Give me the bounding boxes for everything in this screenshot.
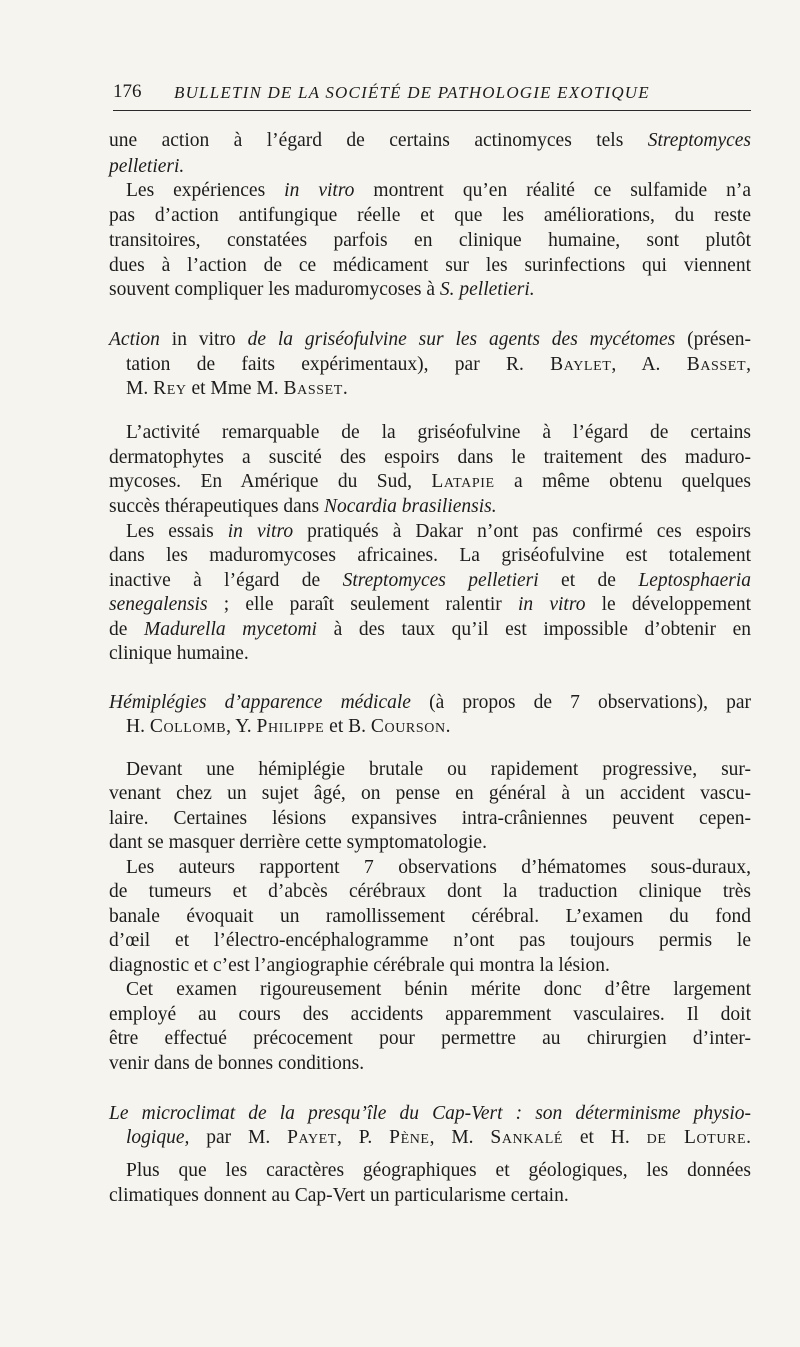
text-line: L’activité remarquable de la griséofulvine à l’égard de certains (126, 422, 751, 443)
text-line: Plus que les caractères géographiques et géologiques, les données (126, 1160, 751, 1181)
text-line: d’œil et l’électro-encéphalogramme n’ont pas toujours permis le (109, 930, 751, 951)
text-line: mycoses. En Amérique du Sud, Latapie a même obtenu quelques (109, 471, 751, 492)
page-header (113, 80, 751, 111)
text-line: pelletieri. (109, 156, 185, 177)
page-number: 176 (113, 81, 142, 102)
text-line: venant chez un sujet âgé, on pense en général à un accident vascu- (109, 783, 751, 804)
text-line: Cet examen rigoureusement bénin mérite donc d’être largement (126, 979, 751, 1000)
article-title-line: Le microclimat de la presqu’île du Cap-Vert : son déterminisme physio- (109, 1103, 751, 1124)
text-line: dans les maduromycoses africaines. La griséofulvine est totalement (109, 545, 751, 566)
text-line: dermatophytes a suscité des espoirs dans le traitement des maduro- (109, 447, 751, 468)
text-line: banale évoquait un ramollissement cérébral. L’examen du fond (109, 906, 751, 927)
text-line: dues à l’action de ce médicament sur les surinfections qui viennent (109, 255, 751, 276)
text-line: clinique humaine. (109, 643, 249, 664)
text-line: souvent compliquer les maduromycoses à S. pelletieri. (109, 279, 535, 300)
text-line: de Madurella mycetomi à des taux qu’il est impossible d’obtenir en (109, 619, 751, 640)
text-line: transitoires, constatées parfois en clinique humaine, sont plutôt (109, 230, 751, 251)
text-line: de tumeurs et d’abcès cérébraux dont la traduction clinique très (109, 881, 751, 902)
article-authors-line: tation de faits expérimentaux), par R. Baylet, A. Basset, (126, 354, 751, 375)
text-line: pas d’action antifungique réelle et que les améliorations, du reste (109, 205, 751, 226)
text-line: être effectué précocement pour permettre au chirurgien d’inter- (109, 1028, 751, 1049)
text-line: climatiques donnent au Cap-Vert un particularisme certain. (109, 1185, 569, 1206)
text-line: Les expériences in vitro montrent qu’en réalité ce sulfamide n’a (126, 180, 751, 201)
text-line: venir dans de bonnes conditions. (109, 1053, 365, 1074)
text-line: Les essais in vitro pratiqués à Dakar n’ont pas confirmé ces espoirs (126, 521, 752, 542)
text-line: diagnostic et c’est l’angiographie cérébrale qui montra la lésion. (109, 955, 610, 976)
text-line: laire. Certaines lésions expansives intra-crâniennes peuvent cepen- (109, 808, 751, 829)
text-line: dant se masquer derrière cette symptomatologie. (109, 832, 487, 853)
text-line: Les auteurs rapportent 7 observations d’hématomes sous-duraux, (126, 857, 751, 878)
running-title: BULLETIN DE LA SOCIÉTÉ DE PATHOLOGIE EXOTIQUE (174, 83, 650, 102)
text-line: inactive à l’égard de Streptomyces pelletieri et de Leptosphaeria (109, 570, 752, 591)
text-line: employé au cours des accidents apparemment vasculaires. Il doit (109, 1004, 751, 1025)
article-authors-line: H. Collomb, Y. Philippe et B. Courson. (126, 716, 451, 737)
text-line: une action à l’égard de certains actinomyces tels Streptomyces (109, 130, 751, 151)
text-line: senegalensis ; elle paraît seulement ralentir in vitro le développement (109, 594, 752, 615)
article-title-line: Action in vitro de la griséofulvine sur les agents des mycétomes (présen- (109, 329, 752, 350)
article-authors-line: M. Rey et Mme M. Basset. (126, 378, 348, 399)
article-authors-line: logique, par M. Payet, P. Pène, M. Sankalé et H. de Loture. (126, 1127, 751, 1148)
text-line: Devant une hémiplégie brutale ou rapidement progressive, sur- (126, 759, 751, 780)
text-line: succès thérapeutiques dans Nocardia brasiliensis. (109, 496, 497, 517)
article-title-line: Hémiplégies d’apparence médicale (à propos de 7 observations), par (109, 692, 751, 713)
